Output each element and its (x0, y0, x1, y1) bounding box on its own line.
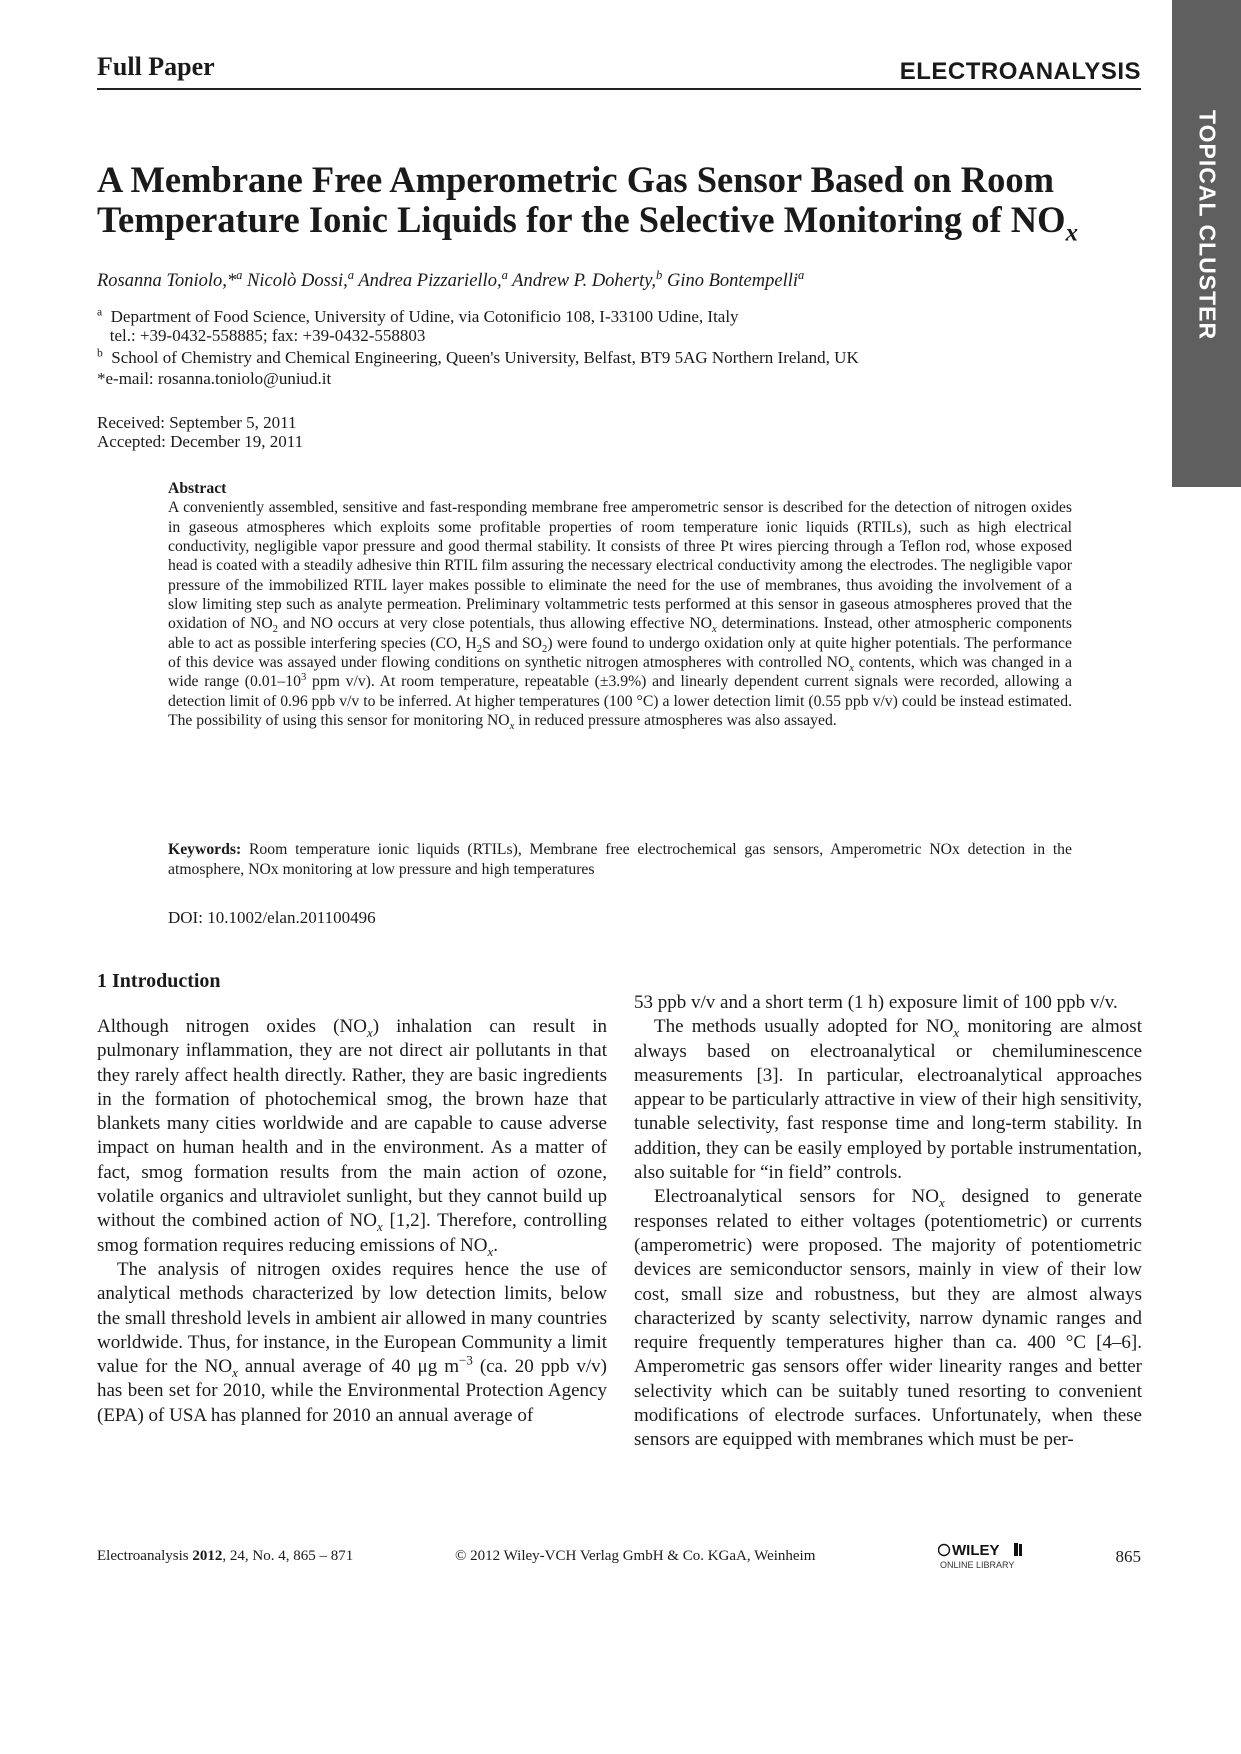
body-column-left: Although nitrogen oxides $(NO_x)$ inhalation can result in pulmonary inflammation, they are not direct air pollutants in that they rarely affect health directly. Rather, they are basic ingredients in the formation of photochemical smog, the brown haze that blankets many cities worldwide and are capable to cause adverse impact on human health and in the environment. As a matter of fact, smog formation results from the main action of ozone, volatile organics and ultraviolet sunlight, but they cannot build up without the combined action of $NO_x$ [1,2]. Therefore, controlling smog formation requires reducing emissions of $NO_x$. The analysis of nitrogen oxides requires hence the use of analytical methods characterized by low detection limits, below the small threshold levels in ambient air allowed in many countries worldwide. Thus, for instance, in the European Community a limit value for the $NO_x$ annual average of 40 μg $m^{-3}$ (ca. 20 ppb v/v) has been set for 2010, while the Environmental Protection Agency (EPA) of USA has planned for 2010 an annual average of (97, 1016, 607, 1426)
page-number: 865 (1115, 1547, 1141, 1566)
accepted-date: Accepted: December 19, 2011 (97, 432, 304, 451)
section-label: Full Paper (97, 52, 215, 81)
keywords-label: Keywords: (168, 841, 242, 858)
abstract-body: A conveniently assembled, sensitive and fast-responding membrane free amperometric sensor is described for the detection of nitrogen oxides in gaseous atmospheres which exploits some profitable properties of room temperature ionic liquids (RTILs), such as high electrical conductivity, negligible vapor pressure and good thermal stability. It consists of three Pt wires piercing through a Teflon rod, whose exposed head is coated with a steadily adhesive thin RTIL film assuring the necessary electrical conductivity among the electrodes. The negligible vapor pressure of the immobilized RTIL layer makes possible to eliminate the need for the use of membranes, thus avoiding the involvement of a slow limiting step such as analyte permeation. Preliminary voltammetric tests performed at this sensor in gaseous atmospheres proved that the oxidation of $NO_2$ and NO occurs at very close potentials, thus allowing effective $NO_x$ determinations. Instead, other atmospheric components able to act as possible interfering species (CO, $H_2S$ and $SO_2$) were found to undergo oxidation only at quite higher potentials. The performance of this device was assayed under flowing conditions on synthetic nitrogen atmospheres with controlled $NO_x$ contents, which was changed in a wide range ($0.01-10^3$ ppm v/v). At room temperature, repeatable (±3.9%) and linearly dependent current signals were recorded, allowing a detection limit of 0.96 ppb v/v to be inferred. At higher temperatures (100 °C) a lower detection limit (0.55 ppb v/v) could be instead estimated. The possibility of using this sensor for monitoring $NO_x$ in reduced pressure atmospheres was also assayed. (168, 499, 1072, 733)
header-rule (97, 88, 1141, 90)
logo-book-icon-part (1019, 1544, 1022, 1556)
logo-sub-text: ONLINE LIBRARY (940, 1560, 1015, 1570)
abstract-heading: Abstract (168, 480, 227, 497)
topical-cluster-tab (1172, 0, 1241, 487)
article-title: A Membrane Free Amperometric Gas Sensor Based on Room Temperature Ionic Liquids for the Selective Monitoring of $NO_x$ (97, 159, 1078, 247)
keywords-text: Room temperature ionic liquids (RTILs), Membrane free electrochemical gas sensors, Amperometric NOx detection in the atmosphere, NOx monitoring at low pressure and high temperatures (168, 841, 1072, 878)
logo-book-icon (1014, 1543, 1018, 1556)
author-list: Rosanna Toniolo,*$^a$ Nicolò Dossi,$^a$ Andrea Pizzariello,$^a$ Andrew P. Doherty,$^b$ Gino Bontempelli$^a$ (97, 267, 805, 291)
side-tab-label: TOPICAL CLUSTER (1194, 110, 1220, 341)
corresponding-email: *e-mail: rosanna.toniolo@uniud.it (97, 369, 332, 388)
doi: DOI: 10.1002/elan.201100496 (168, 908, 376, 927)
affiliation-b: $^b$ School of Chemistry and Chemical Engineering, Queen's University, Belfast, BT9 5AG Northern Ireland, UK (97, 346, 859, 367)
submission-dates (97, 413, 303, 451)
wiley-online-library-logo (938, 1541, 1038, 1571)
abstract (168, 479, 1072, 733)
wiley-emblem-icon (939, 1545, 950, 1556)
section-heading-introduction: 1 Introduction (97, 970, 221, 992)
affiliation-a: $^a$ Department of Food Science, University of Udine, via Cotonificio 108, I-33100 Udine, Italy tel.: +39-0432-558885; fax: +39-0432-558803 (97, 305, 739, 345)
logo-main-text: WILEY (952, 1542, 1000, 1559)
received-date: Received: September 5, 2011 (97, 413, 297, 432)
keywords (168, 840, 1072, 879)
footer-copyright: © 2012 Wiley-VCH Verlag GmbH & Co. KGaA, Weinheim (455, 1548, 816, 1564)
footer-citation: Electroanalysis 2012, 24, No. 4, 865 – 871 (97, 1548, 354, 1564)
journal-name: ELECTROANALYSIS (899, 58, 1141, 85)
body-column-right: 53 ppb v/v and a short term (1 h) exposure limit of 100 ppb v/v. The methods usually adopted for $NO_x$ monitoring are almost always based on electroanalytical or chemiluminescence measurements [3]. In particular, electroanalytical approaches appear to be particularly attractive in view of their high sensitivity, tunable selectivity, fast response time and long-term stability. In addition, they can be easily employed by portable instrumentation, also suitable for “in field” controls. Electroanalytical sensors for $NO_x$ designed to generate responses related to either voltages (potentiometric) or currents (amperometric) were proposed. The majority of potentiometric devices are semiconductor sensors, mainly in view of their low cost, small size and robustness, but they are almost always characterized by scanty selectivity, narrow dynamic ranges and require frequently temperatures higher than ca. 400 °C [4–6]. Amperometric gas sensors offer wider linearity ranges and better selectivity which can be suitably tuned resorting to convenient modifications of electrode surfaces. Unfortunately, when these sensors are equipped with membranes which must be per- (634, 992, 1143, 1451)
